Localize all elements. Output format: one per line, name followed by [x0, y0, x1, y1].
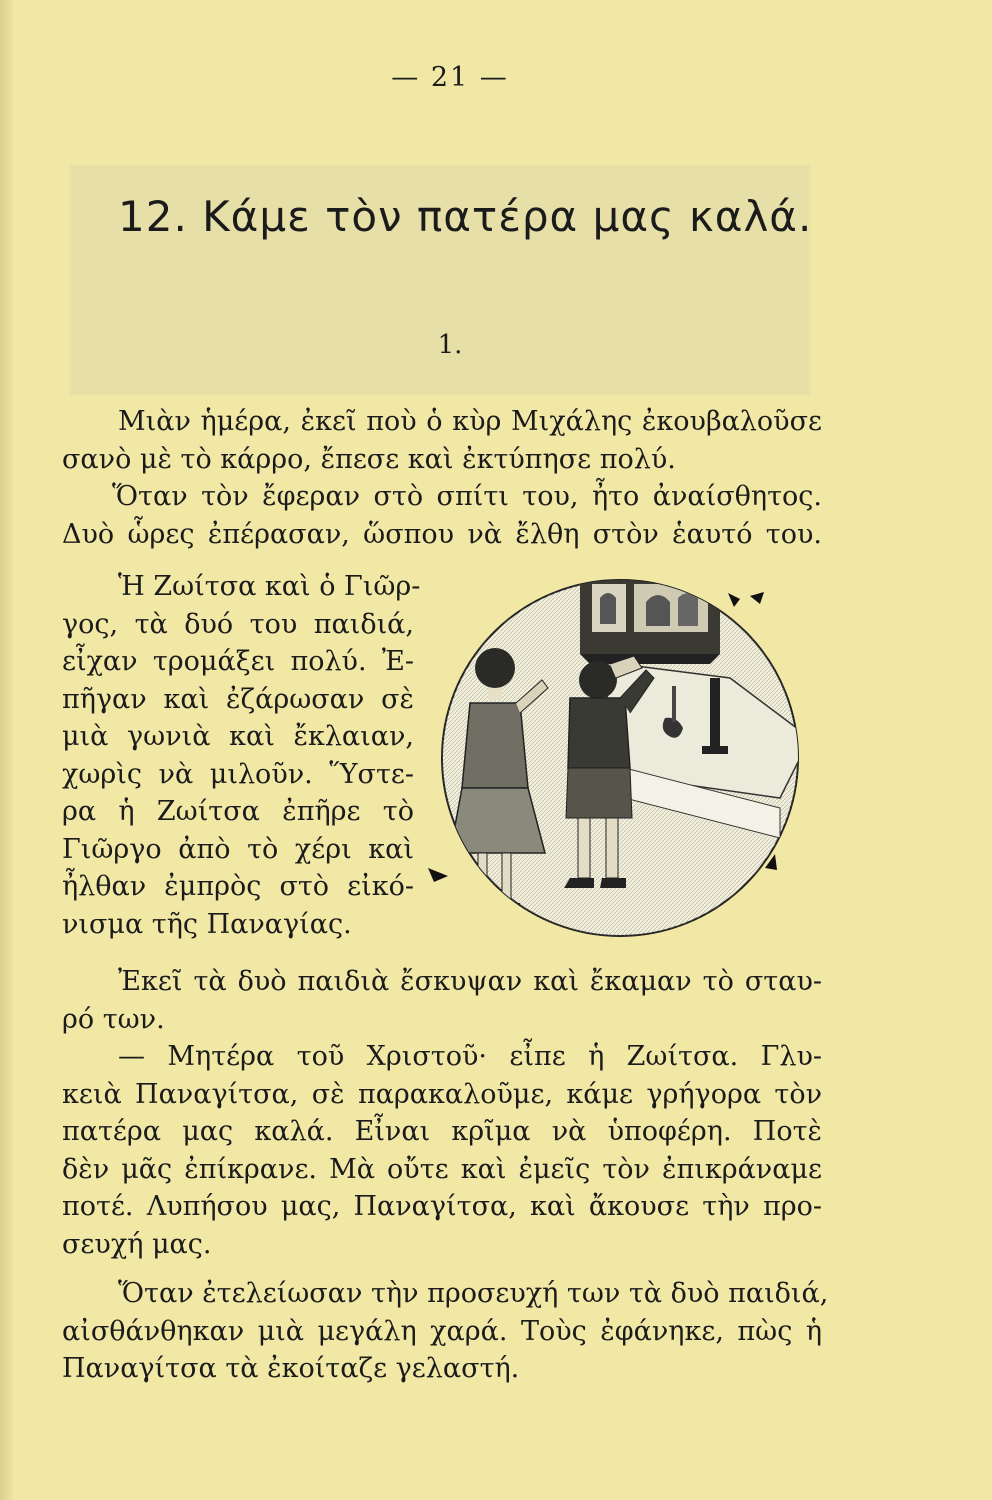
page-edge	[0, 0, 14, 1500]
text-line: χωρὶς νὰ μιλοῦν. Ὕστε-	[62, 758, 414, 790]
text-line: αἰσθάνθηκαν μιὰ μεγάλη χαρά. Τοὺς ἐφάνηκε, πὼς ἡ	[62, 1315, 822, 1347]
paragraph-3	[62, 963, 822, 1038]
text-line: δὲν μᾶς ἐπίκρανε. Μὰ οὔτε καὶ ἐμεῖς τὸν ἐπικράναμε	[62, 1153, 822, 1185]
text-line: Ἡ Ζωίτσα καὶ ὁ Γιῶρ-	[118, 571, 421, 602]
page-number: — 21 —	[391, 62, 509, 93]
children-praying-illustration	[420, 568, 820, 948]
text-line: σευχή μας.	[62, 1228, 212, 1260]
text-line: κειὰ Παναγίτσα, σὲ παρακαλοῦμε, κάμε γρήγορα τὸν	[62, 1078, 822, 1110]
text-line: πατέρα μας καλά. Εἶναι κρῖμα νὰ ὑποφέρη. Ποτὲ	[62, 1116, 822, 1147]
chapter-title: 12. Κάμε τὸν πατέρα μας καλά.	[118, 192, 813, 241]
text-line: Ὅταν τὸν ἔφεραν στὸ σπίτι του, ἦτο ἀναίσθητος.	[112, 481, 822, 512]
text-line: γος, τὰ δυό του παιδιά,	[62, 608, 414, 640]
text-line: Μιὰν ἡμέρα, ἐκεῖ ποὺ ὁ κὺρ Μιχάλης ἐκουβαλοῦσε	[118, 406, 822, 437]
text-line: Ἐκεῖ τὰ δυὸ παιδιὰ ἔσκυψαν καὶ ἔκαμαν τὸ σταυ-	[118, 966, 822, 997]
text-line: μιὰ γωνιὰ καὶ ἔκλαιαν,	[62, 721, 414, 752]
text-line: νισμα τῆς Παναγίας.	[62, 908, 352, 940]
text-line: — Μητέρα τοῦ Χριστοῦ· εἶπε ἡ Ζωίτσα. Γλυ-	[118, 1041, 822, 1072]
text-line: Ὅταν ἐτελείωσαν τὴν προσευχή των τὰ δυὸ παιδιά,	[118, 1278, 829, 1309]
text-line: ρό των.	[62, 1003, 165, 1035]
text-line: Παναγίτσα τὰ ἐκοίταζε γελαστή.	[62, 1353, 520, 1384]
text-line: Γιῶργο ἀπὸ τὸ χέρι καὶ	[62, 833, 414, 865]
paragraph-1	[62, 403, 822, 553]
text-line: εἶχαν τρομάξει πολύ. Ἐ-	[62, 646, 414, 677]
section-number: 1.	[437, 330, 463, 360]
paragraph-5	[62, 1275, 829, 1388]
text-line: σανὸ μὲ τὸ κάρρο, ἔπεσε καὶ ἐκτύπησε πολύ.	[62, 443, 676, 475]
text-line: ποτέ. Λυπήσου μας, Παναγίτσα, καὶ ἄκουσε τὴν προ-	[62, 1191, 822, 1222]
text-line: ρα ἡ Ζωίτσα ἐπῆρε τὸ	[62, 796, 414, 827]
text-line: Δυὸ ὧρες ἐπέρασαν, ὥσπου νὰ ἔλθη στὸν ἑαυτό του.	[62, 518, 822, 550]
paragraph-4	[62, 1038, 822, 1263]
text-line: πῆγαν καὶ ἐζάρωσαν σὲ	[62, 683, 414, 715]
text-line: ἦλθαν ἐμπρὸς στὸ εἰκό-	[62, 871, 414, 902]
paragraph-2	[62, 568, 421, 943]
